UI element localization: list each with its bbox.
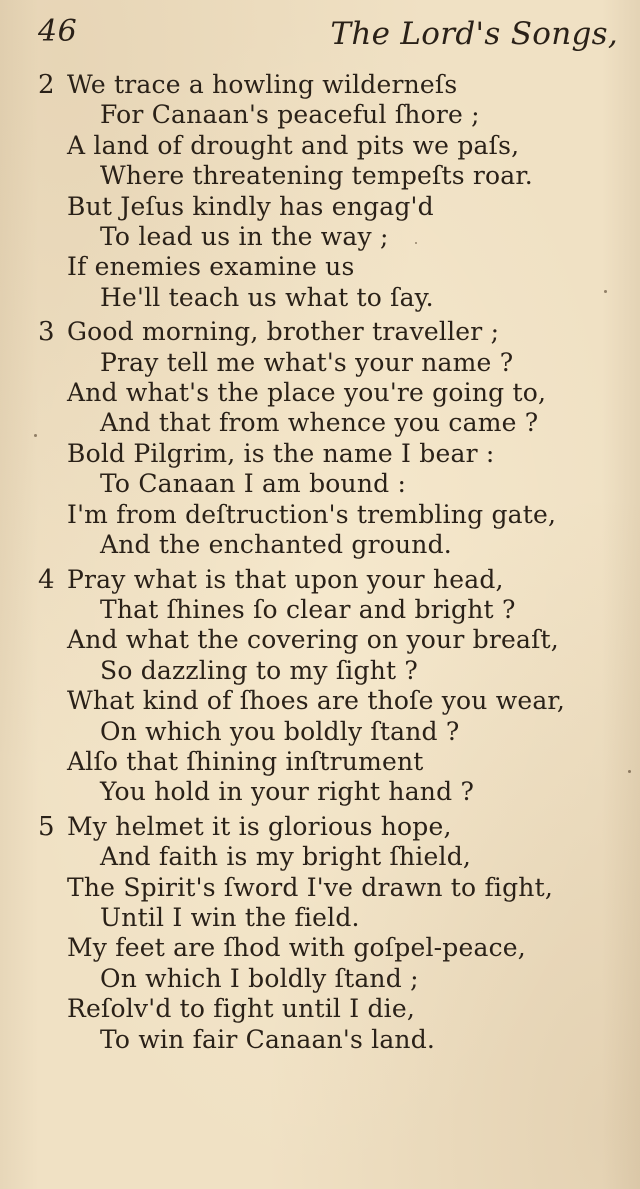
verse-line: Where threatening tempeſts roar.	[100, 161, 533, 191]
verse-line: If enemies examine us	[67, 252, 355, 282]
verse-line: But Jeſus kindly has engag'd	[67, 191, 434, 221]
verse-line: That ſhines ſo clear and bright ?	[100, 594, 516, 624]
verse-line: My feet are ſhod with goſpel-peace,	[67, 933, 526, 963]
verse-line: My helmet it is glorious hope,	[67, 811, 452, 841]
stanza-number: 4	[38, 564, 55, 595]
hymn-text	[0, 70, 640, 1059]
verse-line: To win fair Canaan's land.	[100, 1024, 436, 1054]
stanza-5	[0, 812, 640, 1055]
verse-line: And what the covering on your breaſt,	[67, 625, 559, 655]
page-header	[38, 14, 618, 58]
verse-line: And what's the place you're going to,	[67, 378, 547, 408]
verse-line: You hold in your right hand ?	[100, 777, 475, 807]
verse-line: We trace a howling wilderneſs	[67, 70, 458, 99]
verse-line: On which you boldly ſtand ?	[100, 716, 460, 746]
stanza-2	[0, 70, 640, 313]
stanza-number: 3	[38, 317, 55, 348]
verse-line: On which I boldly ſtand ;	[100, 963, 419, 993]
paper-speck	[628, 770, 631, 773]
verse-line: A land of drought and pits we paſs,	[67, 130, 520, 160]
stanza-number: 2	[38, 70, 55, 100]
stanza-number: 5	[38, 811, 55, 842]
verse-line: To lead us in the way ;	[100, 222, 389, 252]
verse-line: Bold Pilgrim, is the name I bear :	[67, 438, 495, 468]
stanza-3	[0, 317, 640, 560]
stanza-4	[0, 565, 640, 808]
running-head: The Lord's Songs,	[330, 16, 618, 52]
verse-line: And faith is my bright ſhield,	[100, 842, 472, 872]
verse-line: The Spirit's ſword I've drawn to fight,	[67, 872, 553, 902]
paper-speck	[604, 290, 607, 293]
verse-line: Until I win the field.	[100, 902, 360, 932]
paper-speck	[34, 434, 37, 437]
verse-line: And the enchanted ground.	[100, 530, 452, 560]
verse-line: For Canaan's peaceful ſhore ;	[100, 100, 480, 130]
verse-line: So dazzling to my ſight ?	[100, 655, 418, 685]
verse-line: Pray what is that upon your head,	[67, 564, 504, 594]
verse-line: What kind of ſhoes are thoſe you wear,	[67, 686, 565, 716]
verse-line: Good morning, brother traveller ;	[67, 317, 500, 347]
verse-line: I'm from deſtruction's trembling gate,	[67, 499, 557, 529]
verse-line: Alſo that ſhining inſtrument	[67, 746, 424, 776]
verse-line: To Canaan I am bound :	[100, 469, 407, 499]
verse-line: And that from whence you came ?	[100, 408, 539, 438]
page-number: 46	[38, 14, 78, 49]
verse-line: Pray tell me what's your name ?	[100, 347, 514, 377]
verse-line: Reſolv'd to fight until I die,	[67, 994, 416, 1024]
paper-speck	[415, 242, 417, 244]
verse-line: He'll teach us what to ſay.	[100, 282, 434, 312]
